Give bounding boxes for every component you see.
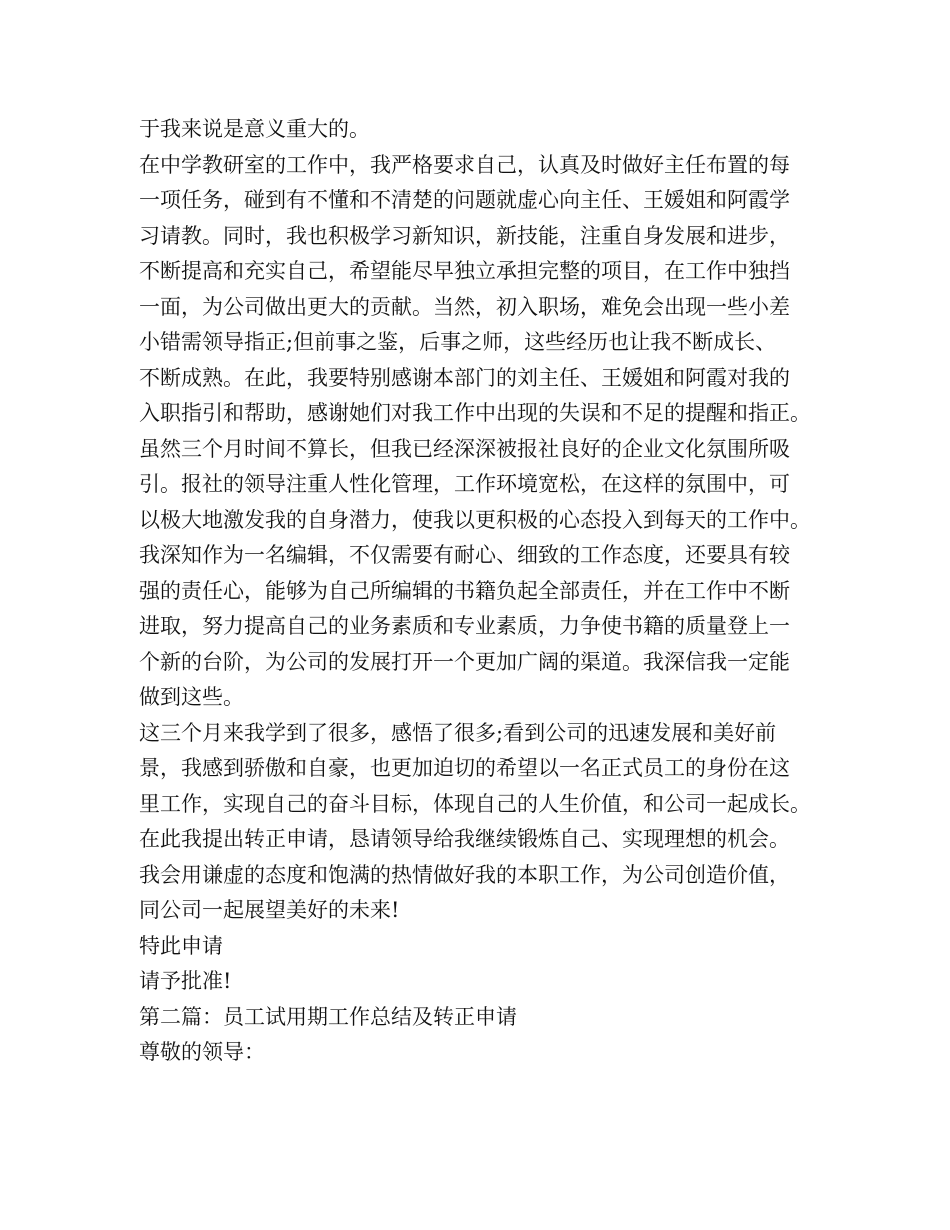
text-line: 以极大地激发我的自身潜力，使我以更积极的心态投入到每天的工作中。: [139, 507, 811, 532]
text-line: 在此我提出转正申请，恳请领导给我继续锻炼自己、实现理想的机会。: [139, 827, 790, 851]
text-line: 强的责任心，能够为自己所编辑的书籍负起全部责任，并在工作中不断: [139, 578, 790, 603]
text-line: 特此申请: [139, 933, 223, 958]
text-line: 于我来说是意义重大的。: [139, 117, 370, 141]
text-line: 习请教。同时，我也积极学习新知识，新技能，注重自身发展和进步，: [139, 223, 790, 248]
section-heading: 第二篇：员工试用期工作总结及转正申请: [139, 1004, 517, 1029]
text-line: 这三个月来我学到了很多，感悟了很多;看到公司的迅速发展和美好前: [139, 720, 777, 745]
text-line: 一项任务，碰到有不懂和不清楚的问题就虚心向主任、王媛姐和阿霞学: [139, 188, 790, 212]
text-line: 里工作，实现自己的奋斗目标，体现自己的人生价值，和公司一起成长。: [139, 791, 811, 816]
text-line: 景，我感到骄傲和自豪，也更加迫切的希望以一名正式员工的身份在这: [139, 756, 790, 780]
text-line: 一面，为公司做出更大的贡献。当然，初入职场，难免会出现一些小差: [139, 294, 790, 319]
text-line: 在中学教研室的工作中，我严格要求自己，认真及时做好主任布置的每: [139, 152, 790, 177]
text-line: 同公司一起展望美好的未来!: [139, 898, 400, 922]
text-line: 我会用谦虚的态度和饱满的热情做好我的本职工作，为公司创造价值，: [139, 862, 790, 887]
text-line: 不断提高和充实自己，希望能尽早独立承担完整的项目，在工作中独挡: [139, 259, 790, 283]
text-line: 请予批准!: [139, 969, 232, 993]
salutation: 尊敬的领导：: [139, 1040, 265, 1064]
text-line: 入职指引和帮助，感谢她们对我工作中出现的失误和不足的提醒和指正。: [139, 401, 811, 425]
text-line: 做到这些。: [139, 685, 244, 709]
text-line: 我深知作为一名编辑，不仅需要有耐心、细致的工作态度，还要具有较: [139, 543, 790, 567]
text-line: 虽然三个月时间不算长，但我已经深深被报社良好的企业文化氛围所吸: [139, 436, 790, 461]
text-line: 进取，努力提高自己的业务素质和专业素质，力争使书籍的质量登上一: [139, 614, 790, 638]
text-line: 引。报社的领导注重人性化管理，工作环境宽松，在这样的氛围中，可: [139, 472, 790, 496]
text-line: 不断成熟。在此，我要特别感谢本部门的刘主任、王媛姐和阿霞对我的: [139, 365, 790, 390]
text-line: 个新的台阶，为公司的发展打开一个更加广阔的渠道。我深信我一定能: [139, 649, 790, 674]
document-body: [139, 112, 839, 1071]
text-line: 小错需领导指正;但前事之鉴，后事之师，这些经历也让我不断成长、: [139, 330, 777, 354]
